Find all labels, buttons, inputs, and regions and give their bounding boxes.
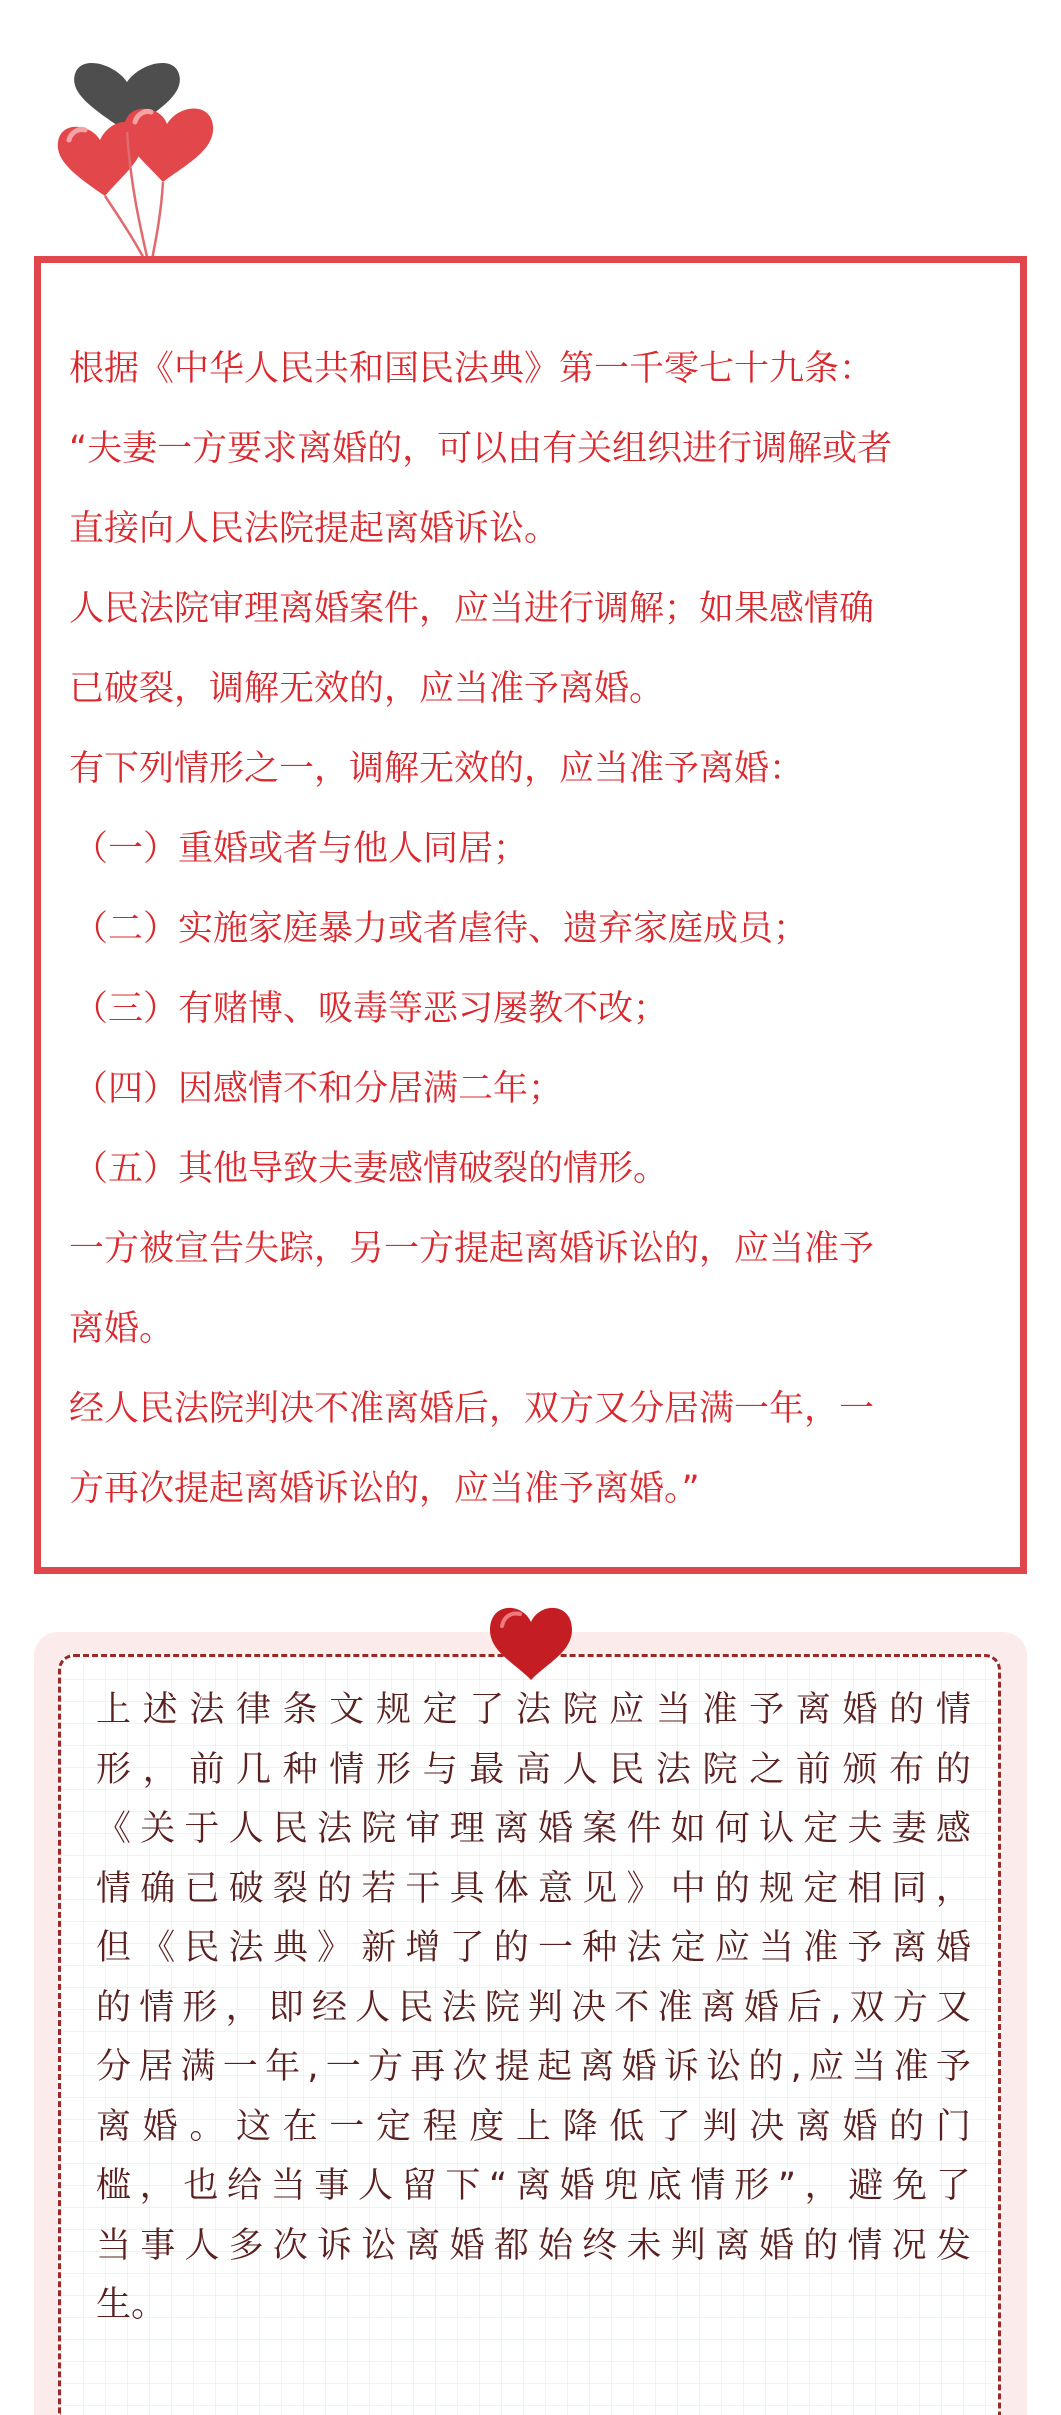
commentary-line: 上 述 法 律 条 文 规 定 了 法 院 应 当 准 予 离 婚 的 情 xyxy=(96,1690,971,1730)
article-line: 离婚。 xyxy=(69,1309,175,1349)
article-line: 已破裂，调解无效的，应当准予离婚。 xyxy=(69,669,665,709)
commentary-line: 但 《 民 法 典 》 新 增 了 的 一 种 法 定 应 当 准 予 离 婚 xyxy=(96,1928,971,1968)
law-article-text xyxy=(69,329,1000,1529)
commentary-text xyxy=(96,1681,971,2336)
article-list-item: （五）其他导致夫妻感情破裂的情形。 xyxy=(73,1149,669,1189)
commentary-line: 《 关 于 人 民 法 院 审 理 离 婚 案 件 如 何 认 定 夫 妻 感 xyxy=(96,1809,971,1849)
red-heart-balloon-right xyxy=(124,109,213,183)
article-list-item: （四）因感情不和分居满二年； xyxy=(73,1069,564,1109)
article-line: 方再次提起离婚诉讼的，应当准予离婚。” xyxy=(69,1469,700,1509)
article-list-item: （二）实施家庭暴力或者虐待、遗弃家庭成员； xyxy=(73,909,809,949)
article-line: 直接向人民法院提起离婚诉讼。 xyxy=(69,509,560,549)
article-list-item: （一）重婚或者与他人同居； xyxy=(73,829,529,869)
commentary-line: 分 居 满 一 年 , 一 方 再 次 提 起 离 婚 诉 讼 的 , 应 当 准 予 xyxy=(96,2047,971,2087)
article-line: “夫妻一方要求离婚的，可以由有关组织进行调解或者 xyxy=(69,429,893,469)
article-line: 一方被宣告失踪，另一方提起离婚诉讼的，应当准予 xyxy=(69,1229,875,1269)
heart-icon xyxy=(486,1600,576,1682)
article-line: 经人民法院判决不准离婚后，双方又分居满一年，一 xyxy=(69,1389,875,1429)
commentary-line: 当 事 人 多 次 诉 讼 离 婚 都 始 终 未 判 离 婚 的 情 况 发 xyxy=(96,2225,971,2266)
commentary-line: 的 情 形 ， 即 经 人 民 法 院 判 决 不 准 离 婚 后 , 双 方 又 xyxy=(96,1987,971,2028)
commentary-line: 生。 xyxy=(96,2285,167,2325)
law-article-panel xyxy=(34,256,1027,1574)
commentary-line: 离 婚 。 这 在 一 定 程 度 上 降 低 了 判 决 离 婚 的 门 xyxy=(96,2106,971,2147)
article-line: 人民法院审理离婚案件，应当进行调解；如果感情确 xyxy=(69,589,875,629)
article-list-item: （三）有赌博、吸毒等恶习屡教不改； xyxy=(73,989,669,1029)
article-line: 有下列情形之一，调解无效的，应当准予离婚： xyxy=(69,749,805,789)
article-line: 根据《中华人民共和国民法典》第一千零七十九条： xyxy=(69,349,875,389)
commentary-line: 槛 ， 也 给 当 事 人 留 下 “ 离 婚 兜 底 情 形 ” ， 避 免 了 xyxy=(96,2166,971,2206)
commentary-line: 情 确 已 破 裂 的 若 干 具 体 意 见 》 中 的 规 定 相 同 ， xyxy=(96,1868,971,1909)
commentary-line: 形 ， 前 几 种 情 形 与 最 高 人 民 法 院 之 前 颁 布 的 xyxy=(96,1749,971,1790)
